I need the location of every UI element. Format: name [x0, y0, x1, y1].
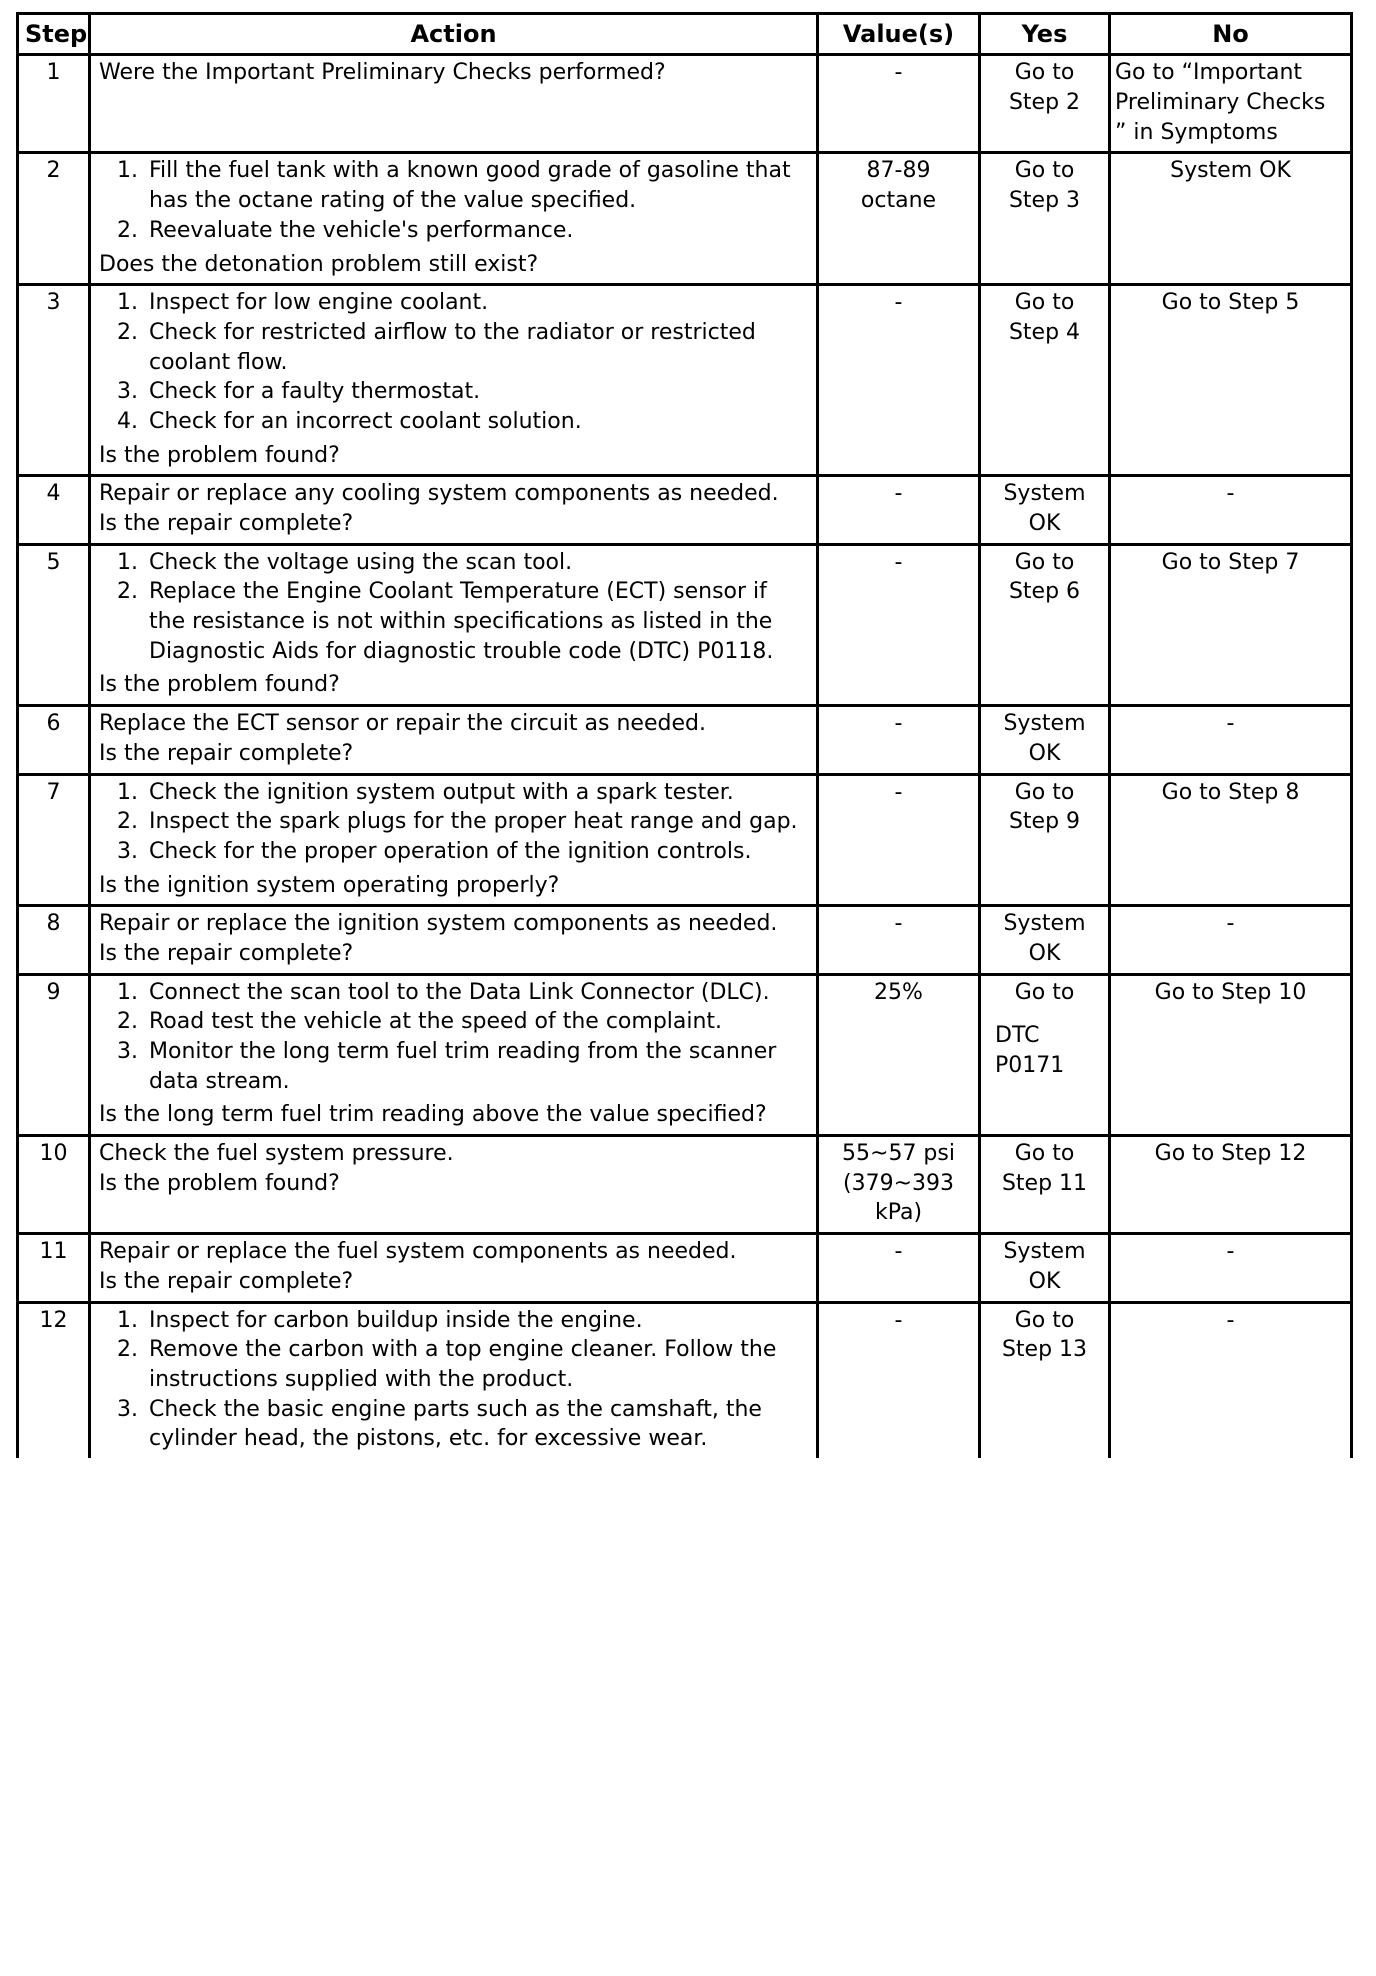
action-item: 1. Inspect for low engine coolant.	[145, 288, 808, 318]
yes-text: Go to Step 9	[1008, 779, 1081, 835]
value-cell: -	[818, 285, 980, 476]
yes-text: System OK	[1003, 911, 1086, 966]
header-no: No	[1110, 14, 1352, 55]
action-item: 1. Check the ignition system output with a spark tester.	[145, 778, 808, 808]
yes-cell	[980, 706, 1110, 774]
action-question: Is the repair complete?	[99, 511, 354, 537]
action-item: 1. Check the voltage using the scan tool.	[145, 548, 808, 578]
step-number: 3	[18, 285, 90, 476]
action-question: Is the long term fuel trim reading above the value specified?	[99, 1102, 767, 1128]
diagnostic-table	[16, 12, 1353, 1458]
header-values: Value(s)	[818, 14, 980, 55]
yes-cell	[980, 1136, 1110, 1234]
step-number: 12	[18, 1302, 90, 1458]
action-cell	[90, 285, 818, 476]
no-cell: -	[1110, 476, 1352, 544]
yes-text: Go to Step 13	[1001, 1307, 1088, 1363]
no-cell: Go to Step 8	[1110, 774, 1352, 906]
no-cell: -	[1110, 1302, 1352, 1458]
action-question: Is the ignition system operating properly?	[99, 872, 560, 898]
yes-text: Go to Step 3	[1008, 158, 1081, 214]
action-question: Is the problem found?	[99, 672, 340, 698]
no-cell: Go to Step 10	[1110, 974, 1352, 1135]
yes-text: Go to Step 6	[1008, 549, 1081, 605]
step-number: 4	[18, 476, 90, 544]
header-row	[18, 14, 1352, 55]
yes-extra-text: DTC P0171	[995, 1023, 1065, 1079]
action-item: 1. Fill the fuel tank with a known good grade of gasoline that has the octane rating of the value specified.	[145, 156, 808, 215]
action-cell	[90, 544, 818, 705]
step-number: 1	[18, 55, 90, 153]
table-body	[18, 55, 1352, 1458]
value-cell: -	[818, 1234, 980, 1302]
action-question: Is the problem found?	[99, 442, 340, 468]
table-row	[18, 1302, 1352, 1458]
yes-text: Go to Step 11	[1001, 1141, 1088, 1196]
table-row	[18, 774, 1352, 906]
value-cell: -	[818, 476, 980, 544]
action-item: 2. Replace the Engine Coolant Temperature (ECT) sensor if the resistance is not within specifications as listed in the Diagnostic Aids for diagnostic trouble code (DTC) P0118.	[145, 577, 808, 666]
action-item: 2. Remove the carbon with a top engine cleaner. Follow the instructions supplied with the product.	[145, 1335, 808, 1394]
action-cell	[90, 974, 818, 1135]
action-list	[99, 288, 808, 436]
yes-cell	[980, 476, 1110, 544]
action-item: 1. Inspect for carbon buildup inside the engine.	[145, 1306, 808, 1336]
step-number: 9	[18, 974, 90, 1135]
value-cell: 55~57 psi (379~393 kPa)	[818, 1136, 980, 1234]
value-cell: 87-89 octane	[818, 153, 980, 285]
action-list	[99, 778, 808, 867]
step-number: 10	[18, 1136, 90, 1234]
action-cell	[90, 476, 818, 544]
value-cell: -	[818, 906, 980, 974]
yes-text: Go to Step 4	[1008, 290, 1081, 345]
action-item: 3. Monitor the long term fuel trim reading from the scanner data stream.	[145, 1037, 808, 1096]
action-text: Check the fuel system pressure.	[99, 1141, 454, 1167]
yes-text: System OK	[1003, 1239, 1086, 1294]
header-action: Action	[90, 14, 818, 55]
value-cell: -	[818, 1302, 980, 1458]
action-question: Is the problem found?	[99, 1170, 340, 1196]
action-list	[99, 978, 808, 1097]
value-cell: -	[818, 774, 980, 906]
yes-cell	[980, 55, 1110, 153]
action-text: Repair or replace any cooling system components as needed.	[99, 481, 779, 507]
yes-cell	[980, 285, 1110, 476]
no-cell: System OK	[1110, 153, 1352, 285]
table-row	[18, 906, 1352, 974]
step-number: 7	[18, 774, 90, 906]
value-cell: 25%	[818, 974, 980, 1135]
action-item: 2. Check for restricted airflow to the radiator or restricted coolant flow.	[145, 318, 808, 377]
yes-cell	[980, 774, 1110, 906]
action-item: 2. Road test the vehicle at the speed of the complaint.	[145, 1007, 808, 1037]
yes-cell	[980, 544, 1110, 705]
yes-text: Go to	[1014, 979, 1075, 1005]
yes-cell	[980, 1302, 1110, 1458]
yes-text: System OK	[1003, 481, 1086, 537]
value-cell: -	[818, 55, 980, 153]
yes-text: Go to Step 2	[1008, 60, 1081, 116]
action-text: Repair or replace the ignition system components as needed.	[99, 911, 778, 937]
header-step: Step	[18, 14, 90, 55]
action-question: Is the repair complete?	[99, 940, 354, 966]
table-row	[18, 285, 1352, 476]
action-cell	[90, 774, 818, 906]
value-cell: -	[818, 706, 980, 774]
action-cell	[90, 55, 818, 153]
action-text: Replace the ECT sensor or repair the circuit as needed.	[99, 711, 706, 737]
action-text: Were the Important Preliminary Checks performed?	[99, 60, 666, 86]
action-cell	[90, 153, 818, 285]
action-list	[99, 548, 808, 667]
no-cell: -	[1110, 706, 1352, 774]
action-cell	[90, 906, 818, 974]
step-number: 2	[18, 153, 90, 285]
step-number: 11	[18, 1234, 90, 1302]
action-item: 3. Check for a faulty thermostat.	[145, 377, 808, 407]
action-cell	[90, 1302, 818, 1458]
yes-cell	[980, 153, 1110, 285]
header-yes: Yes	[980, 14, 1110, 55]
action-item: 3. Check the basic engine parts such as the camshaft, the cylinder head, the pistons, etc. for excessive wear.	[145, 1395, 808, 1454]
action-list	[99, 156, 808, 245]
no-cell: Go to “Important Preliminary Checks ” in Symptoms	[1110, 55, 1352, 153]
yes-spacer	[989, 1007, 1100, 1021]
no-cell: Go to Step 5	[1110, 285, 1352, 476]
no-cell: -	[1110, 906, 1352, 974]
yes-text: System OK	[1003, 711, 1086, 766]
action-item: 2. Reevaluate the vehicle's performance.	[145, 216, 808, 246]
action-item: 3. Check for the proper operation of the ignition controls.	[145, 837, 808, 867]
action-item: 4. Check for an incorrect coolant solution.	[145, 407, 808, 437]
no-cell: Go to Step 12	[1110, 1136, 1352, 1234]
step-number: 8	[18, 906, 90, 974]
table-row	[18, 544, 1352, 705]
table-row	[18, 1136, 1352, 1234]
step-number: 5	[18, 544, 90, 705]
action-text: Repair or replace the fuel system components as needed.	[99, 1239, 737, 1265]
action-item: 1. Connect the scan tool to the Data Link Connector (DLC).	[145, 978, 808, 1008]
action-cell	[90, 1136, 818, 1234]
value-cell: -	[818, 544, 980, 705]
action-cell	[90, 1234, 818, 1302]
action-question: Is the repair complete?	[99, 740, 354, 766]
action-question: Does the detonation problem still exist?	[99, 251, 539, 277]
step-number: 6	[18, 706, 90, 774]
action-item: 2. Inspect the spark plugs for the proper heat range and gap.	[145, 807, 808, 837]
yes-cell	[980, 906, 1110, 974]
table-row	[18, 706, 1352, 774]
table-row	[18, 974, 1352, 1135]
action-question: Is the repair complete?	[99, 1268, 354, 1294]
yes-cell	[980, 1234, 1110, 1302]
action-cell	[90, 706, 818, 774]
table-row	[18, 55, 1352, 153]
no-cell: Go to Step 7	[1110, 544, 1352, 705]
action-list	[99, 1306, 808, 1454]
yes-cell	[980, 974, 1110, 1135]
no-cell: -	[1110, 1234, 1352, 1302]
table-row	[18, 153, 1352, 285]
table-row	[18, 476, 1352, 544]
table-row	[18, 1234, 1352, 1302]
